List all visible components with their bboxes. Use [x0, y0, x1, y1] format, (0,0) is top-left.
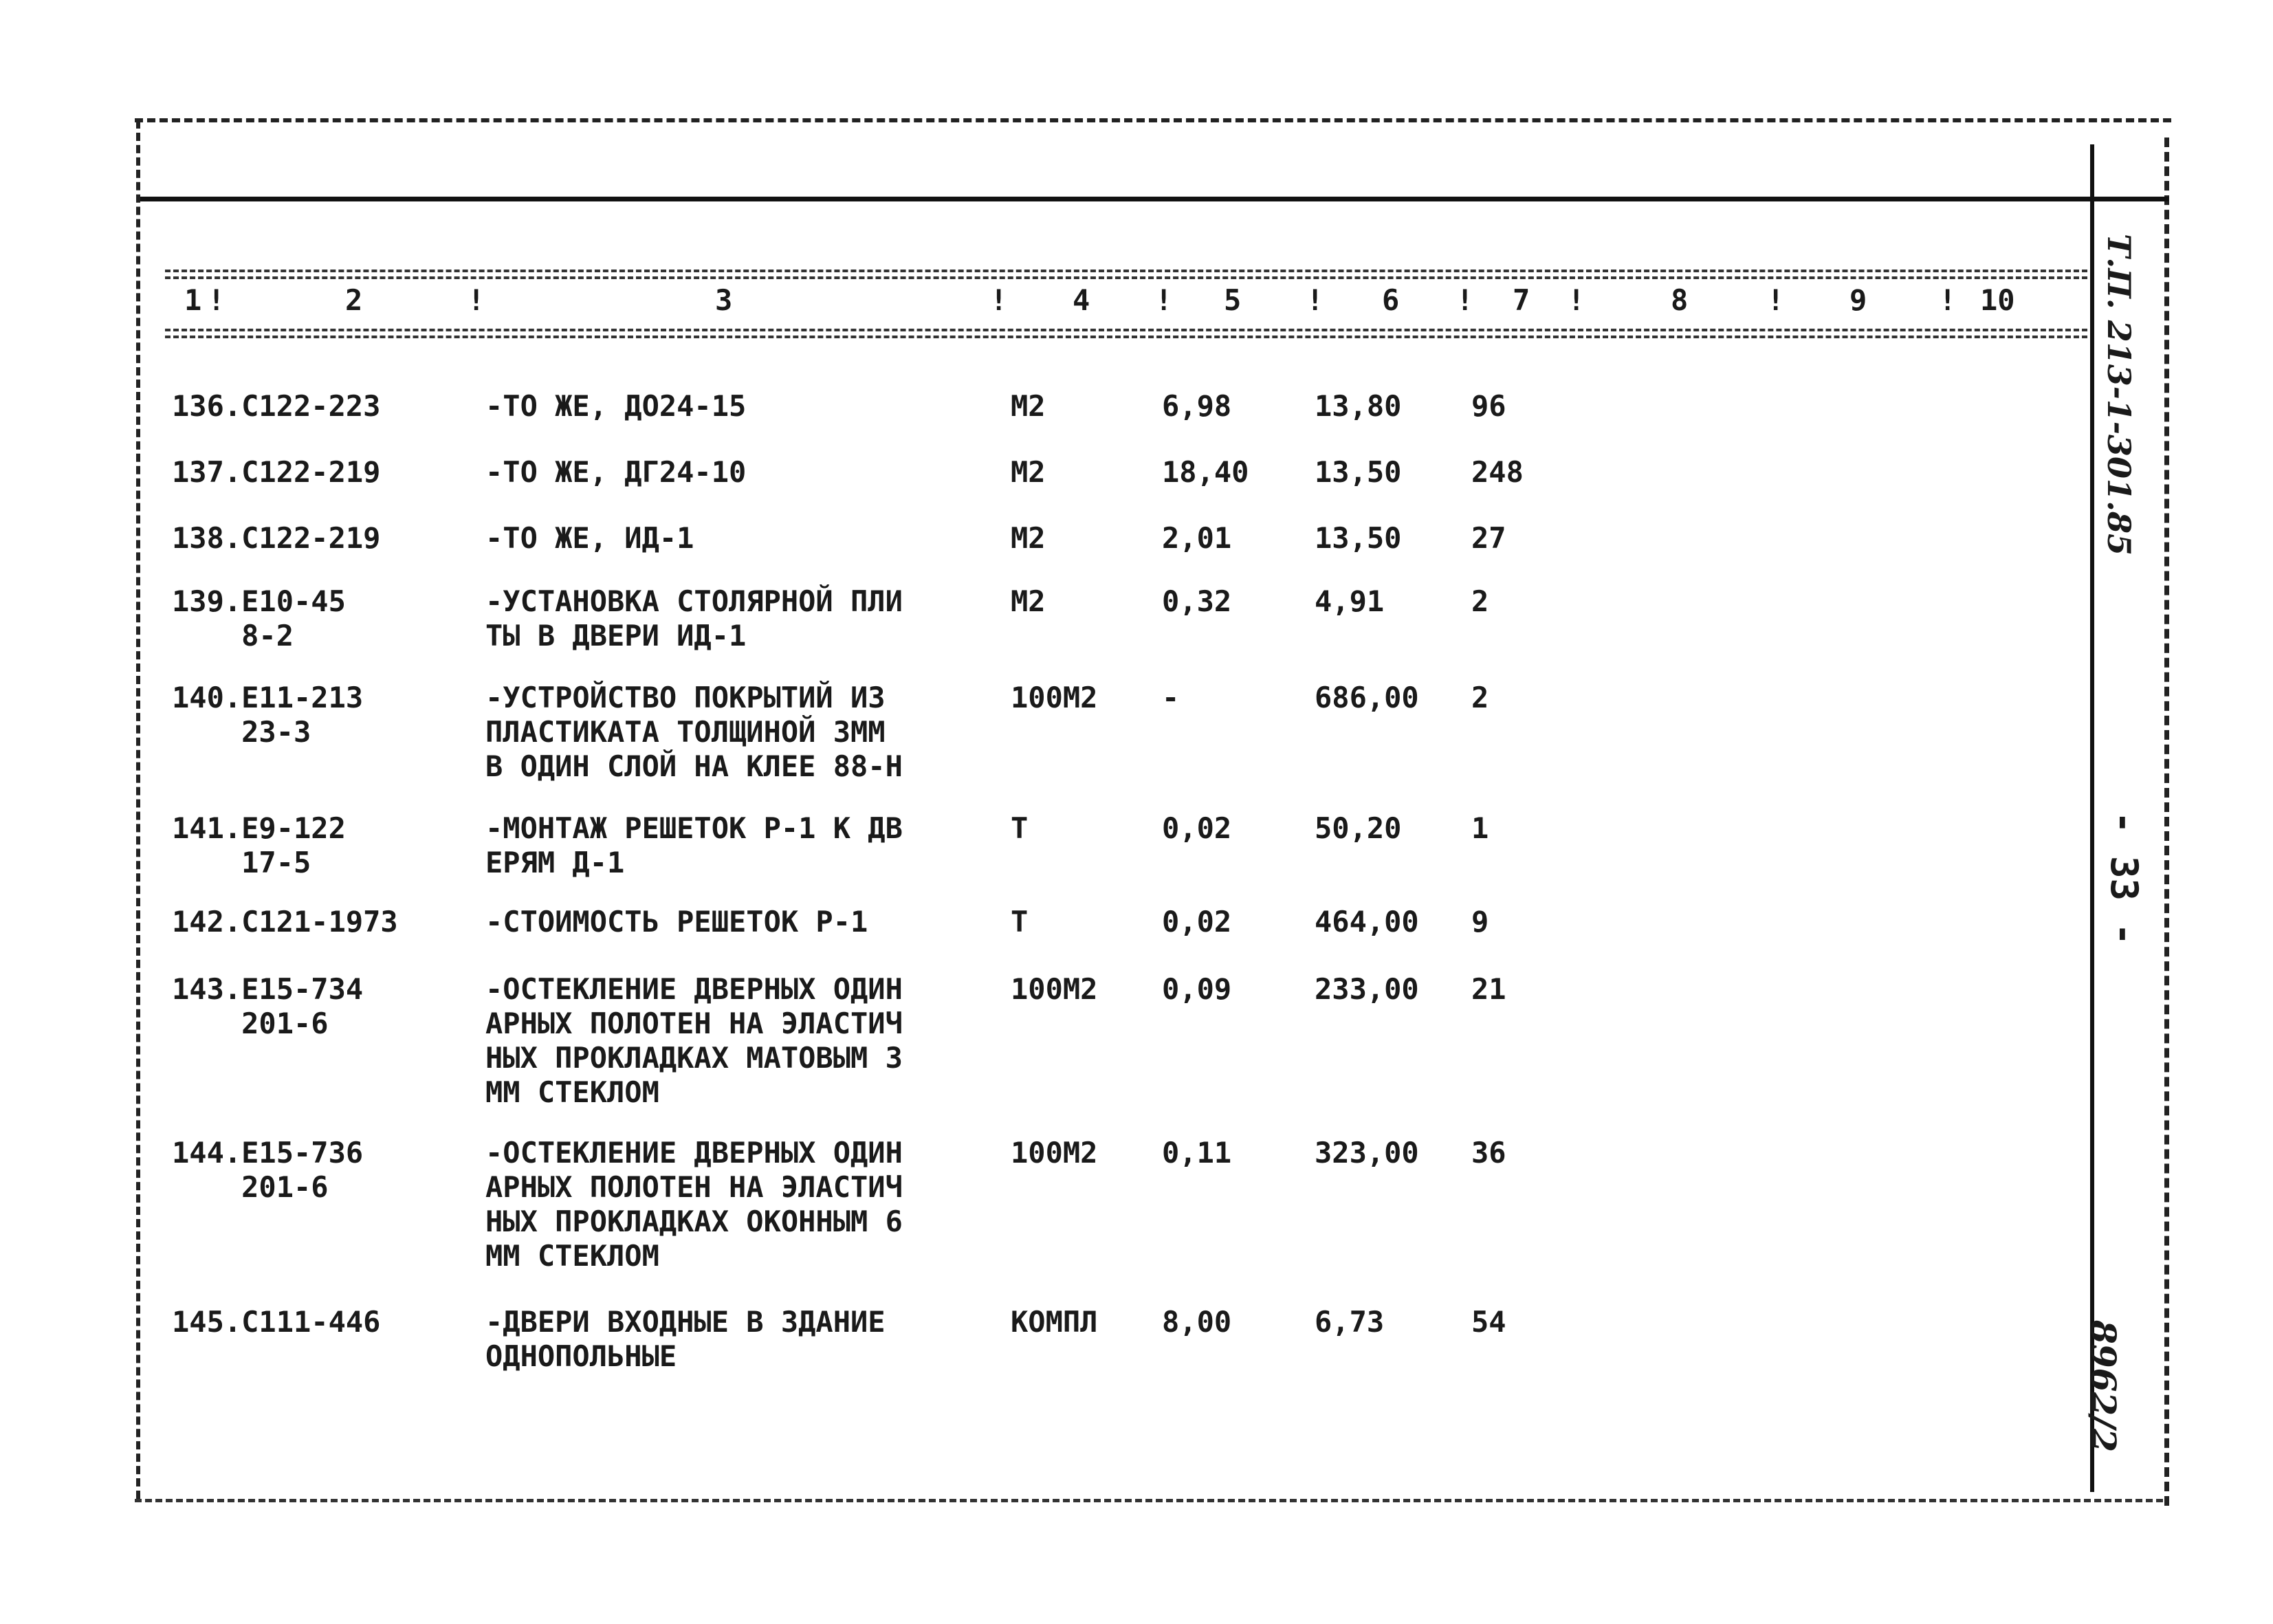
- col-number-10: 10: [1980, 283, 2015, 317]
- row-total: 96: [1471, 389, 1506, 423]
- row-description: ТЫ В ДВЕРИ ИД-1: [485, 619, 747, 652]
- row-total: 21: [1471, 972, 1506, 1006]
- row-unit: М2: [1011, 389, 1046, 423]
- frame-right-border: [2164, 138, 2169, 1506]
- row-code: 17-5: [172, 846, 311, 879]
- row-unit: 100М2: [1011, 972, 1098, 1006]
- row-code: 140.Е11-213: [172, 681, 364, 714]
- frame-bottom-border: [135, 1499, 2163, 1502]
- row-code: 144.Е15-736: [172, 1136, 364, 1170]
- row-code: 136.С122-223: [172, 389, 381, 423]
- row-code: 137.С122-219: [172, 455, 381, 489]
- row-description: НЫХ ПРОКЛАДКАХ МАТОВЫМ 3: [485, 1041, 903, 1075]
- row-total: 2: [1471, 681, 1489, 714]
- row-code: 141.Е9-122: [172, 811, 346, 845]
- col-number-2: 2: [345, 283, 363, 317]
- row-unit-price: 13,50: [1315, 455, 1402, 489]
- row-total: 1: [1471, 811, 1489, 845]
- row-description: -ТО ЖЕ, ИД-1: [485, 521, 694, 555]
- row-quantity: 6,98: [1162, 389, 1232, 423]
- row-unit-price: 13,80: [1315, 389, 1402, 423]
- row-code: 142.С121-1973: [172, 905, 398, 939]
- col-number-9: 9: [1849, 283, 1867, 317]
- row-quantity: 0,09: [1162, 972, 1232, 1006]
- row-description: -УСТАНОВКА СТОЛЯРНОЙ ПЛИ: [485, 584, 903, 618]
- row-unit-price: 464,00: [1315, 905, 1419, 939]
- row-quantity: 0,02: [1162, 905, 1232, 939]
- row-quantity: 0,11: [1162, 1136, 1232, 1170]
- row-code: 201-6: [172, 1007, 329, 1040]
- row-description: АРНЫХ ПОЛОТЕН НА ЭЛАСТИЧ: [485, 1007, 903, 1040]
- col-number-6: 6: [1382, 283, 1400, 317]
- side-column-rule: [2090, 144, 2094, 1492]
- row-description: В ОДИН СЛОЙ НА КЛЕЕ 88-Н: [485, 749, 903, 783]
- row-description: -ОСТЕКЛЕНИЕ ДВЕРНЫХ ОДИН: [485, 972, 903, 1006]
- row-description: -ТО ЖЕ, ДГ24-10: [485, 455, 747, 489]
- col-number-3: 3: [715, 283, 733, 317]
- row-unit: Т: [1011, 905, 1029, 939]
- document-number: Т.П. 213-1-301.85: [2100, 234, 2138, 556]
- row-description: ММ СТЕКЛОМ: [485, 1075, 659, 1109]
- row-unit: М2: [1011, 521, 1046, 555]
- row-description: -ТО ЖЕ, ДО24-15: [485, 389, 747, 423]
- row-unit-price: 6,73: [1315, 1305, 1385, 1339]
- row-unit: М2: [1011, 584, 1046, 618]
- row-code: 8-2: [172, 619, 294, 652]
- row-code: 139.Е10-45: [172, 584, 346, 618]
- inventory-number: 8962/2: [2083, 1320, 2124, 1453]
- row-description: ММ СТЕКЛОМ: [485, 1239, 659, 1273]
- row-unit: 100М2: [1011, 1136, 1098, 1170]
- row-code: 143.Е15-734: [172, 972, 364, 1006]
- page-number: - 33 -: [2102, 811, 2146, 946]
- row-description: -УСТРОЙСТВО ПОКРЫТИЙ ИЗ: [485, 681, 886, 714]
- row-quantity: 2,01: [1162, 521, 1232, 555]
- row-unit-price: 50,20: [1315, 811, 1402, 845]
- row-description: -МОНТАЖ РЕШЕТОК Р-1 К ДВ: [485, 811, 903, 845]
- row-description: -ОСТЕКЛЕНИЕ ДВЕРНЫХ ОДИН: [485, 1136, 903, 1170]
- col-number-1: 1: [184, 283, 202, 317]
- row-unit: М2: [1011, 455, 1046, 489]
- row-quantity: 8,00: [1162, 1305, 1232, 1339]
- row-total: 36: [1471, 1136, 1506, 1170]
- row-code: 145.С111-446: [172, 1305, 381, 1339]
- row-unit: КОМПЛ: [1011, 1305, 1098, 1339]
- row-description: ЕРЯМ Д-1: [485, 846, 625, 879]
- row-unit: Т: [1011, 811, 1029, 845]
- row-unit-price: 686,00: [1315, 681, 1419, 714]
- row-quantity: 18,40: [1162, 455, 1249, 489]
- row-code: 138.С122-219: [172, 521, 381, 555]
- row-unit-price: 13,50: [1315, 521, 1402, 555]
- row-quantity: 0,02: [1162, 811, 1232, 845]
- column-number-row: 1 ! 2 ! 3 ! 4 ! 5 ! 6 ! 7 ! 8 ! 9 ! 10: [184, 283, 2015, 317]
- row-unit-price: 233,00: [1315, 972, 1419, 1006]
- col-number-8: 8: [1671, 283, 1689, 317]
- row-description: ПЛАСТИКАТА ТОЛЩИНОЙ 3ММ: [485, 715, 886, 749]
- row-code: 201-6: [172, 1170, 329, 1204]
- row-description: НЫХ ПРОКЛАДКАХ ОКОННЫМ 6: [485, 1205, 903, 1238]
- col-number-7: 7: [1513, 283, 1530, 317]
- row-quantity: 0,32: [1162, 584, 1232, 618]
- row-total: 2: [1471, 584, 1489, 618]
- row-total: 27: [1471, 521, 1506, 555]
- row-unit-price: 323,00: [1315, 1136, 1419, 1170]
- col-number-5: 5: [1224, 283, 1242, 317]
- row-unit-price: 4,91: [1315, 584, 1385, 618]
- row-quantity: -: [1162, 681, 1180, 714]
- row-total: 54: [1471, 1305, 1506, 1339]
- row-description: ОДНОПОЛЬНЫЕ: [485, 1339, 677, 1373]
- row-description: АРНЫХ ПОЛОТЕН НА ЭЛАСТИЧ: [485, 1170, 903, 1204]
- row-total: 248: [1471, 455, 1524, 489]
- row-code: 23-3: [172, 715, 311, 749]
- col-number-4: 4: [1073, 283, 1090, 317]
- row-description: -ДВЕРИ ВХОДНЫЕ В ЗДАНИЕ: [485, 1305, 886, 1339]
- row-description: -СТОИМОСТЬ РЕШЕТОК Р-1: [485, 905, 868, 939]
- row-unit: 100М2: [1011, 681, 1098, 714]
- row-total: 9: [1471, 905, 1489, 939]
